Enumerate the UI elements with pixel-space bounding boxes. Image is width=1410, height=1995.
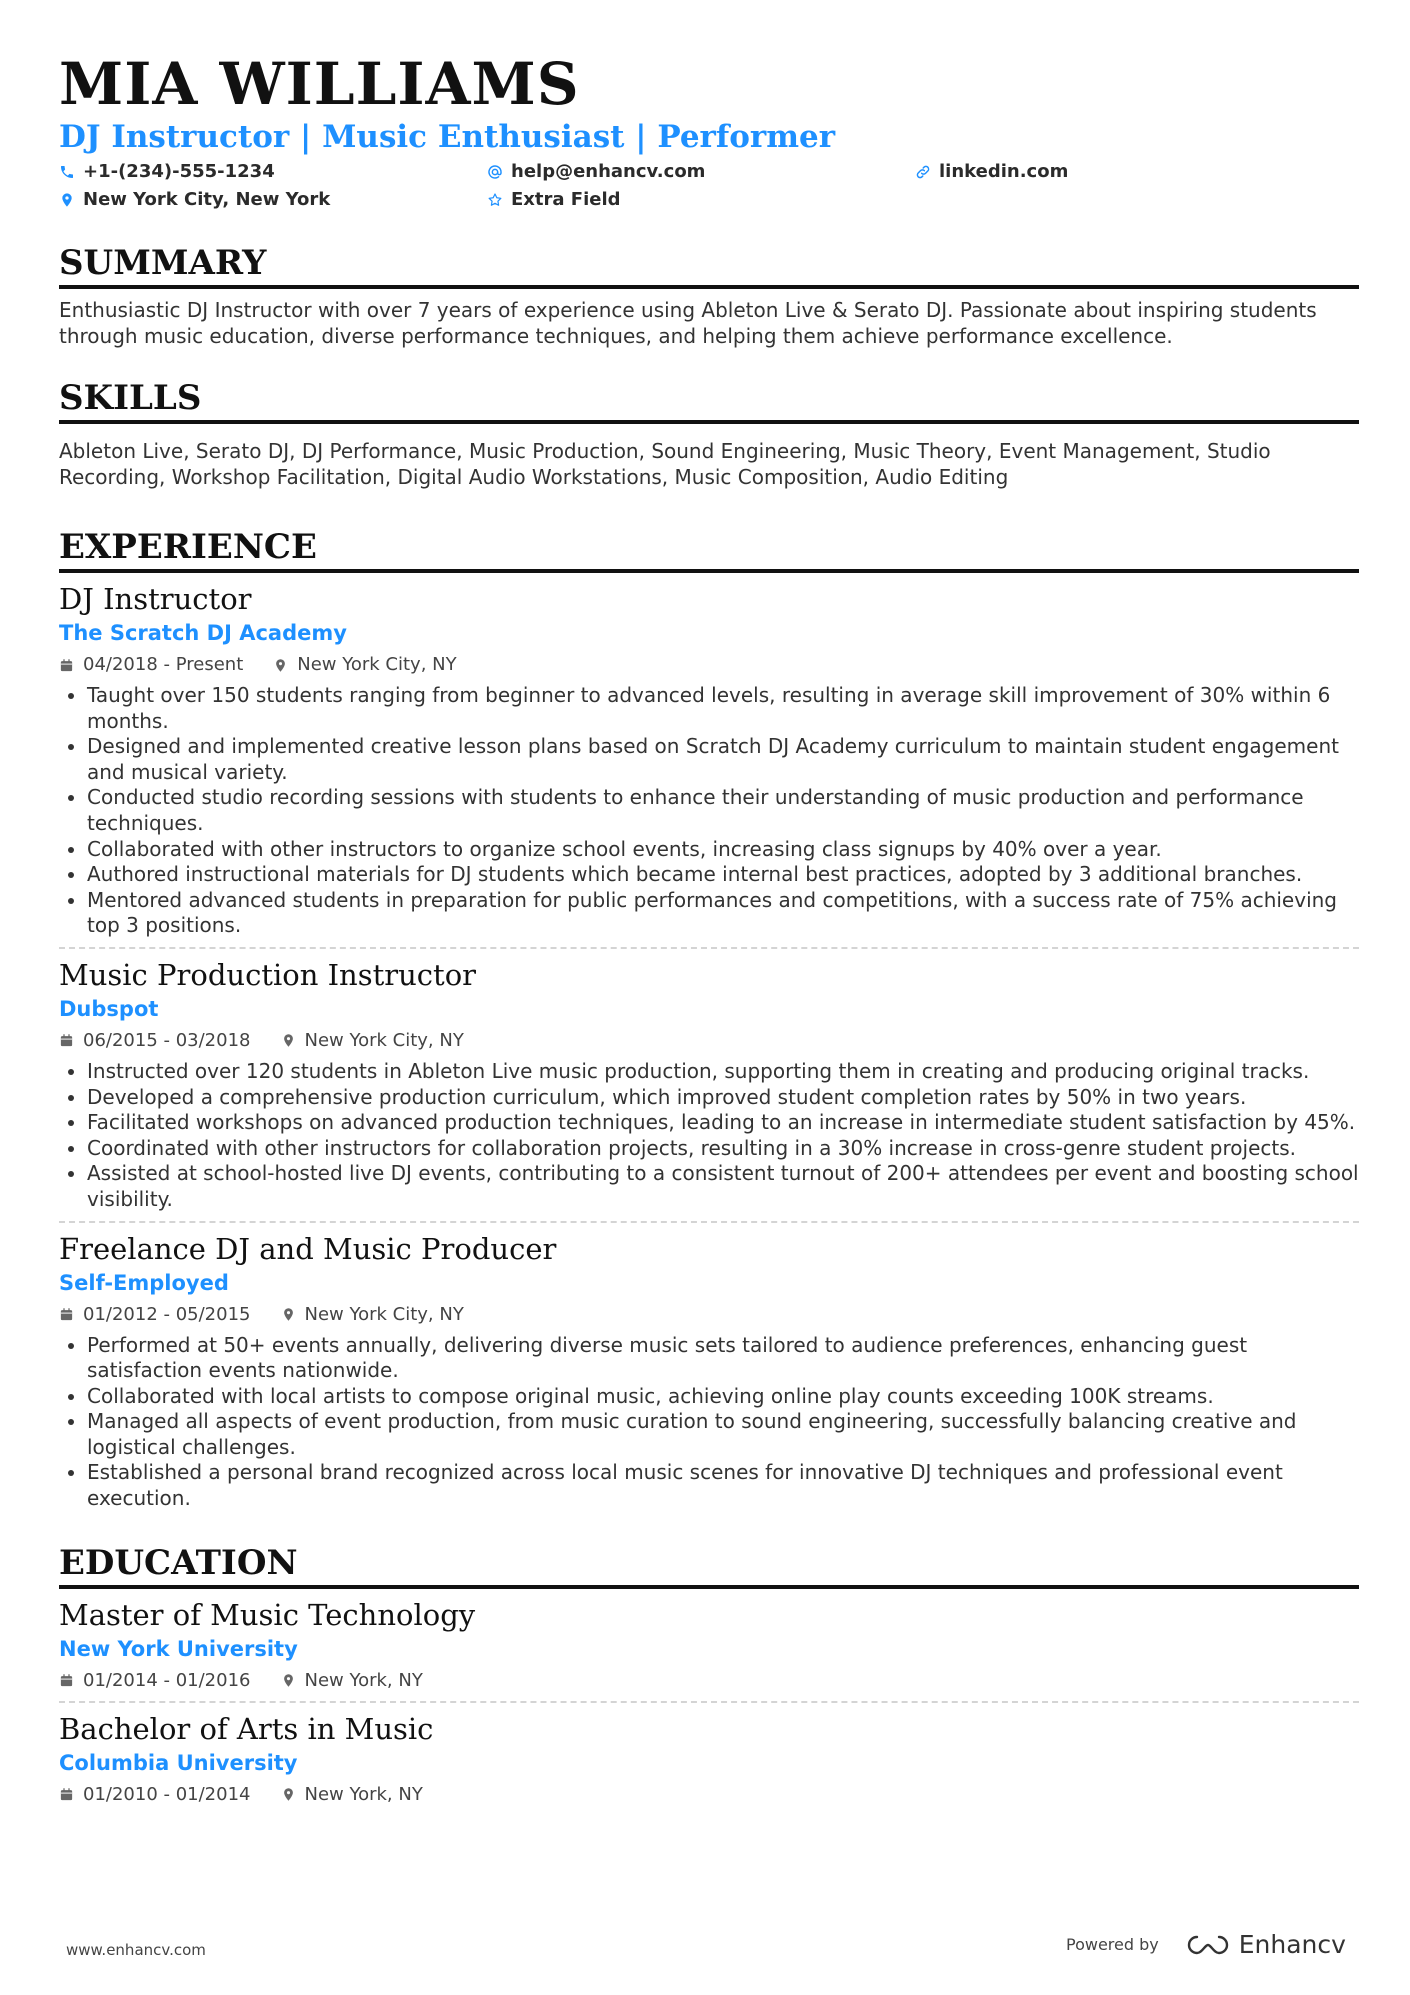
entry-bullets: [59, 1059, 1359, 1213]
entry-role: DJ Instructor: [59, 582, 252, 616]
skills-text: Ableton Live, Serato DJ, DJ Performance, Music Production, Sound Engineering, Music Theory, Event Management, Studio Recording, Workshop Facilitation, Digital Audio Workstations, Music Composition, Audio Editing: [59, 439, 1271, 489]
entry-divider: [59, 947, 1359, 949]
summary-section: [59, 242, 1359, 349]
bullet-item: • Performed at 50+ events annually, delivering diverse music sets tailored to audience preferences, enhancing guest satisfaction events nationwide.: [87, 1333, 1359, 1384]
entry-dates: 01/2010 - 01/2014: [83, 1783, 251, 1805]
phone-icon: [59, 164, 75, 180]
entry-dates: 01/2012 - 05/2015: [83, 1303, 251, 1325]
entry-location: New York City, NY: [297, 654, 457, 675]
entry-meta: [59, 1029, 1359, 1053]
entry-meta: [59, 1303, 1359, 1327]
experience-section: [59, 526, 1359, 1512]
experience-entry: [59, 957, 1359, 1223]
phone-text: +1-(234)-555-1234: [83, 161, 275, 182]
resume-header: [59, 50, 1359, 212]
bullet-item: • Conducted studio recording sessions with students to enhance their understanding of music production and performance techniques.: [87, 785, 1359, 836]
experience-title: EXPERIENCE: [59, 526, 1359, 573]
entry-school: New York University: [59, 1636, 298, 1661]
entry-company: The Scratch DJ Academy: [59, 621, 347, 645]
extra-field-text: Extra Field: [511, 189, 621, 210]
contact-linkedin[interactable]: [915, 160, 1215, 184]
calendar-icon: [59, 1787, 74, 1802]
bullet-item: • Collaborated with other instructors to organize school events, increasing class signups by 40% over a year.: [87, 837, 1359, 863]
location-pin-icon: [281, 1787, 296, 1802]
entry-role: Freelance DJ and Music Producer: [59, 1231, 557, 1266]
enhancv-logo-icon: [1185, 1933, 1231, 1957]
experience-entry: [59, 1231, 1359, 1512]
contact-location: [59, 188, 487, 212]
bullet-item: • Designed and implemented creative lesson plans based on Scratch DJ Academy curriculum to maintain student engagement and musical variety.: [87, 734, 1359, 785]
contact-extra: [487, 188, 915, 212]
entry-location: New York City, NY: [304, 1303, 464, 1325]
education-section: [59, 1542, 1359, 1807]
bullet-item: • Taught over 150 students ranging from beginner to advanced levels, resulting in average skill improvement of 30% within 6 months.: [87, 683, 1359, 734]
summary-title: SUMMARY: [59, 242, 1359, 289]
brand-name: Enhancv: [1238, 1930, 1346, 1959]
bullet-item: • Managed all aspects of event production, from music curation to sound engineering, successfully balancing creative and logistical challenges.: [87, 1409, 1359, 1460]
bullet-item: • Assisted at school-hosted live DJ events, contributing to a consistent turnout of 200+ attendees per event and boosting school visibility.: [87, 1161, 1359, 1212]
education-entry: [59, 1597, 1359, 1703]
calendar-icon: [59, 1307, 74, 1322]
calendar-icon: [59, 1673, 74, 1688]
entry-divider: [59, 1701, 1359, 1703]
entry-location: New York, NY: [304, 1783, 423, 1805]
experience-entry: [59, 581, 1359, 949]
email-text: help@enhancv.com: [511, 161, 706, 182]
linkedin-text: linkedin.com: [939, 161, 1069, 182]
skills-section: [59, 377, 1359, 490]
brand-logo[interactable]: [1185, 1930, 1346, 1959]
entry-location: New York City, NY: [304, 1029, 464, 1051]
entry-divider: [59, 1221, 1359, 1223]
footer-branding: [1066, 1930, 1346, 1959]
bullet-item: • Developed a comprehensive production curriculum, which improved student completion rates by 50% in two years.: [87, 1085, 1359, 1111]
location-text: New York City, New York: [83, 189, 331, 210]
entry-location: New York, NY: [304, 1669, 423, 1691]
entry-dates: 01/2014 - 01/2016: [83, 1669, 251, 1691]
location-pin-icon: [273, 658, 288, 673]
bullet-item: • Instructed over 120 students in Ableton Live music production, supporting them in creating and producing original tracks.: [87, 1059, 1359, 1085]
entry-dates: 04/2018 - Present: [83, 654, 244, 675]
education-entry: [59, 1711, 1359, 1807]
entry-meta: [59, 653, 1359, 677]
entry-role: Music Production Instructor: [59, 957, 477, 992]
calendar-icon: [59, 1033, 74, 1048]
bullet-item: • Facilitated workshops on advanced production techniques, leading to an increase in intermediate student satisfaction by 45%.: [87, 1110, 1359, 1136]
location-pin-icon: [281, 1673, 296, 1688]
contact-info: [59, 160, 1359, 212]
location-pin-icon: [59, 192, 75, 208]
link-icon: [915, 164, 931, 180]
education-title: EDUCATION: [59, 1542, 1359, 1589]
calendar-icon: [59, 658, 74, 673]
entry-bullets: [59, 683, 1359, 939]
entry-meta: [59, 1669, 1359, 1693]
bullet-item: • Established a personal brand recognized across local music scenes for innovative DJ techniques and professional event execution.: [87, 1460, 1359, 1511]
bullet-item: • Mentored advanced students in preparation for public performances and competitions, with a success rate of 75% achieving top 3 positions.: [87, 888, 1359, 939]
bullet-item: • Coordinated with other instructors for collaboration projects, resulting in a 30% increase in cross-genre student projects.: [87, 1136, 1359, 1162]
powered-by-label: Powered by: [1066, 1935, 1159, 1954]
entry-school: Columbia University: [59, 1750, 298, 1775]
entry-meta: [59, 1783, 1359, 1807]
entry-degree: Master of Music Technology: [59, 1597, 476, 1632]
entry-company: Self-Employed: [59, 1270, 229, 1295]
at-icon: [487, 164, 503, 180]
entry-dates: 06/2015 - 03/2018: [83, 1029, 251, 1051]
bullet-item: • Collaborated with local artists to compose original music, achieving online play counts exceeding 100K streams.: [87, 1384, 1359, 1410]
candidate-tagline: DJ Instructor | Music Enthusiast | Performer: [59, 119, 836, 155]
star-icon: [487, 192, 503, 208]
bullet-item: • Authored instructional materials for DJ students which became internal best practices, adopted by 3 additional branches.: [87, 862, 1359, 888]
location-pin-icon: [281, 1307, 296, 1322]
candidate-name: MIA WILLIAMS: [59, 50, 580, 118]
footer-website[interactable]: www.enhancv.com: [66, 1941, 206, 1959]
entry-bullets: [59, 1333, 1359, 1512]
location-pin-icon: [281, 1033, 296, 1048]
contact-email[interactable]: [487, 160, 915, 184]
contact-phone[interactable]: [59, 160, 487, 184]
skills-title: SKILLS: [59, 377, 1359, 424]
summary-text: Enthusiastic DJ Instructor with over 7 years of experience using Ableton Live & Serato DJ. Passionate about inspiring students through music education, diverse performance techniques, and helping them achieve performance excellence.: [59, 298, 1317, 348]
entry-company: Dubspot: [59, 996, 159, 1021]
resume-page: [59, 50, 1359, 1807]
entry-degree: Bachelor of Arts in Music: [59, 1711, 434, 1746]
